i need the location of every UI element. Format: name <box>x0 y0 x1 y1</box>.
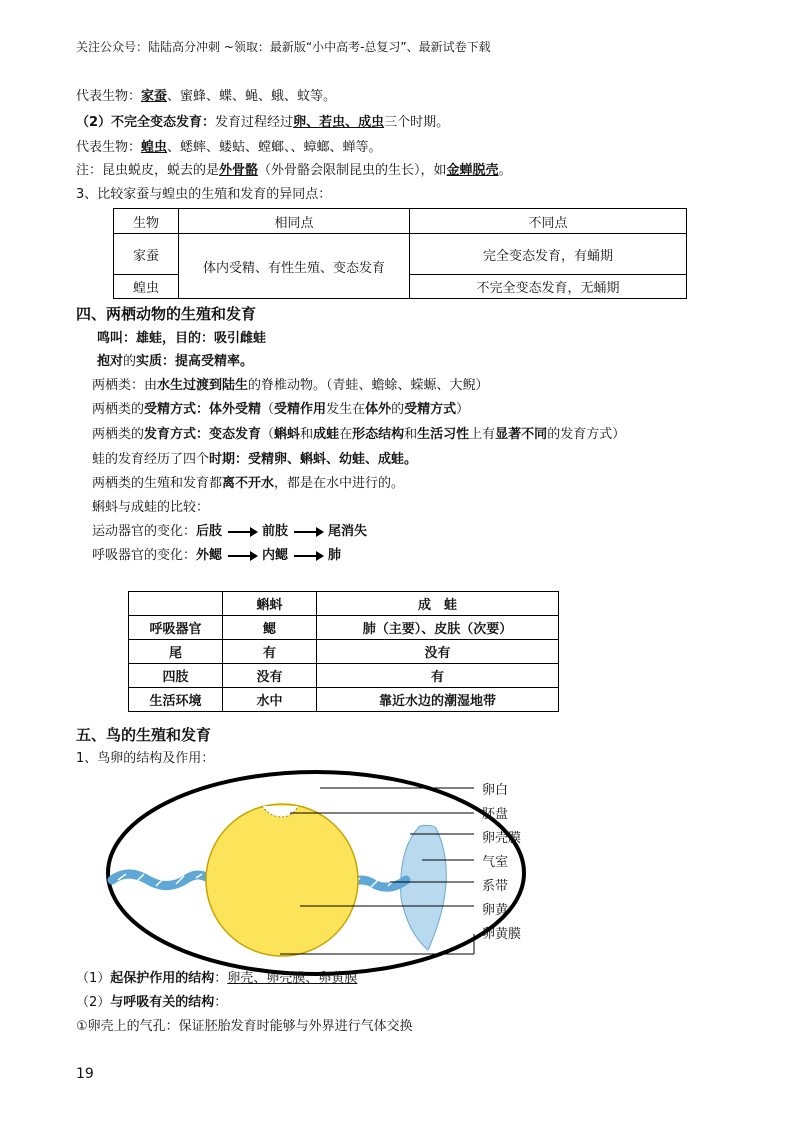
table-header: 生物 <box>114 209 179 234</box>
table-row <box>129 664 559 688</box>
line-amphibian-definition: 两栖类：由水生过渡到陆生的脊椎动物。（青蛙、蟾蜍、蝾螈、大鲵） <box>92 378 489 393</box>
line-tadpole-compare: 蝌蚪与成蛙的比较： <box>92 500 210 515</box>
table-row <box>129 688 559 712</box>
table-cell: 肺（主要）、皮肤（次要） <box>317 616 559 640</box>
frog-comparison-table <box>128 591 559 712</box>
line-respiration-structure: （2）与呼吸有关的结构： <box>76 995 228 1010</box>
table-row <box>129 640 559 664</box>
table-header: 成 蛙 <box>317 592 559 616</box>
table-cell: 鳃 <box>223 616 317 640</box>
table-cell: 体内受精、有性生殖、变态发育 <box>179 234 410 299</box>
line-locomotion-change: 运动器官的变化：后肢 前肢 尾消失 <box>92 524 368 539</box>
page-header: 关注公众号：陆陆高分冲刺 ~领取：最新版“小中高考-总复习”、最新试卷下载 <box>76 40 491 54</box>
table-cell: 水中 <box>223 688 317 712</box>
label-yolk: 卵黄 <box>482 903 509 918</box>
page-number: 19 <box>76 1066 94 1082</box>
table-cell: 没有 <box>317 640 559 664</box>
label-albumen: 卵白 <box>482 783 509 798</box>
table-row <box>129 616 559 640</box>
section-title-amphibians: 四、两栖动物的生殖和发育 <box>76 305 257 323</box>
table-cell: 有 <box>223 640 317 664</box>
label-chalaza: 系带 <box>482 879 509 894</box>
table-cell: 生活环境 <box>129 688 223 712</box>
table-header: 相同点 <box>179 209 410 234</box>
table-header: 不同点 <box>410 209 687 234</box>
line-croaking: 鸣叫：雄蛙，目的：吸引雌蛙 <box>97 331 267 346</box>
table-header <box>129 592 223 616</box>
table-cell: 蝗虫 <box>114 275 179 299</box>
table-cell: 有 <box>317 664 559 688</box>
arrow-icon <box>294 531 322 533</box>
table-cell: 不完全变态发育，无蛹期 <box>410 275 687 299</box>
table-cell: 四肢 <box>129 664 223 688</box>
table-cell: 完全变态发育，有蛹期 <box>410 234 687 275</box>
table-cell: 呼吸器官 <box>129 616 223 640</box>
line-respiration-change: 呼吸器官的变化：外鳃 内鳃 肺 <box>92 548 342 563</box>
arrow-icon <box>294 555 322 557</box>
arrow-icon <box>228 531 256 533</box>
line-note-molting: 注：昆虫蜕皮，蜕去的是外骨骼（外骨骼会限制昆虫的生长），如金蝉脱壳。 <box>76 163 512 178</box>
label-germinal-disc: 胚盘 <box>482 807 509 822</box>
line-incomplete-metamorphosis: （2）不完全变态发育：发育过程经过卵、若虫、成虫三个时期。 <box>76 115 450 130</box>
table-cell: 没有 <box>223 664 317 688</box>
section-title-birds: 五、鸟的生殖和发育 <box>76 726 212 744</box>
line-amplexus: 抱对的实质：提高受精率。 <box>97 354 254 369</box>
table-cell: 靠近水边的潮湿地带 <box>317 688 559 712</box>
line-representative-1: 代表生物：家蚕、蜜蜂、蝶、蝇、蛾、蚊等。 <box>76 89 337 104</box>
table-cell: 家蚕 <box>114 234 179 275</box>
line-representative-2: 代表生物：蝗虫、蟋蟀、蝼蛄、螳螂、、蟑螂、蝉等。 <box>76 140 382 155</box>
yolk <box>206 804 358 956</box>
insect-comparison-table <box>113 208 687 299</box>
line-shell-pores: ①卵壳上的气孔：保证胚胎发育时能够与外界进行气体交换 <box>76 1019 413 1034</box>
line-fertilization: 两栖类的受精方式：体外受精（受精作用发生在体外的受精方式） <box>92 402 470 417</box>
arrow-icon <box>228 555 256 557</box>
label-shell-membrane: 卵壳膜 <box>482 831 522 846</box>
line-protective-structure: （1）起保护作用的结构：卵壳、卵壳膜、卵黄膜 <box>76 971 358 986</box>
line-egg-structure: 1、鸟卵的结构及作用： <box>76 751 215 766</box>
line-compare-title: 3、比较家蚕与蝗虫的生殖和发育的异同点： <box>76 187 332 202</box>
egg-diagram <box>100 768 540 978</box>
line-stages: 蛙的发育经历了四个时期：受精卵、蝌蚪、幼蛙、成蛙。 <box>92 452 418 467</box>
line-water: 两栖类的生殖和发育都离不开水，都是在水中进行的。 <box>92 476 405 491</box>
line-development: 两栖类的发育方式：变态发育（蝌蚪和成蛙在形态结构和生活习性上有显著不同的发育方式） <box>92 427 626 442</box>
label-yolk-membrane: 卵黄膜 <box>482 927 522 942</box>
table-cell: 尾 <box>129 640 223 664</box>
table-header: 蝌蚪 <box>223 592 317 616</box>
label-air-cell: 气室 <box>482 855 509 870</box>
